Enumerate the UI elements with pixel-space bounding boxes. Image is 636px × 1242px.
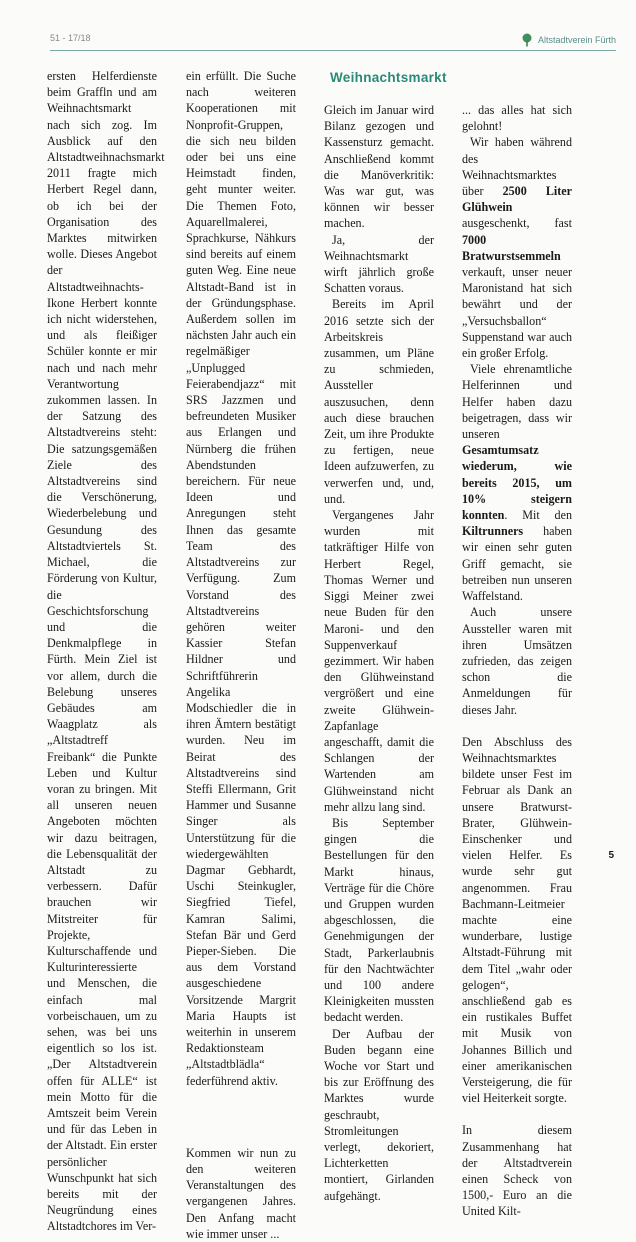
highlight-bratwurst: 7000 Bratwurstsemmeln — [462, 232, 561, 263]
text-run: ausgeschenkt, fast — [462, 216, 572, 231]
paragraph: ersten Helferdienste beim Graffln und am Weihnachtsmarkt nach sich zog. Im Ausblick auf den Altstadtweihnachsmarkt 2011 fragte mich Herbert Regel dann, ob ich bei der Organisation des Marktes mitwirken wolle. Dieses Angebot der Altstadtweihnachts-Ikone Herbert konnte ich nicht widerstehen, und als fleißiger Schüler konnte er mir nach und nach mehr Verantwortung zukommen lassen. In der Satzung des Altstadtvereins steht: Die satzungsgemäßen Ziele des Altstadtvereins sind die Verschönerung, Wiederbelebung und Gesundung des Altstadtviertels St. Michael, die Förderung von Kultur, die Geschichtsforschung und die Denkmalpflege in Fürth. Mein Ziel ist vor allem, durch die Belebung unseres Gebäudes am Waagplatz als „Altstadtreff Freibank“ die Punkte Leben und Kultur voran zu bringen. Mit all unseren neuen Angeboten möchten wir dazu beitragen, die Lebensqualität der Altstadt zu verbessern. Dafür brauchen wir Mitstreiter für Projekte, Kulturschaffende und Kulturinteressierte und Menschen, die einfach mal vorbeischauen, um zu sehen, was bei uns eigentlich so los ist. „Der Altstadtverein offen für ALLE“ ist mein Motto für die Amtszeit beim Verein und für das Leben in der Altstadt. Ein erster persönlicher Wunschpunkt hat sich bereits mit der Neugründung eines Altstadtchores im Ver- — [47, 69, 165, 1234]
article-column-3 — [324, 102, 434, 1204]
paragraph: Auch unsere Aussteller waren mit ihren Umsätzen zufrieden, das zeigen schon die Anmeldungen für dieses Jahr. — [462, 605, 572, 717]
highlight-umsatz: Gesamtumsatz wiederum, wie bereits 2015, um 10% steigern konnten — [462, 443, 572, 523]
article-column-2 — [186, 68, 296, 1242]
issue-number: 51 - 17/18 — [50, 33, 91, 43]
brand-name: Altstadtverein Fürth — [537, 35, 616, 45]
text-run: . Mit den — [504, 508, 572, 523]
paragraph: Den Abschluss des Weihnachtsmarktes bildete unser Fest im Februar als Dank an unsere Bratwurst-Brater, Glühwein-Einschenker und vielen Helfer. Es wurde sehr gut angenommen. Frau Bachmann-Leitmeier machte eine wunderbare, lustige Altstadt-Führung mit dem Titel „wahr oder gelogen“, anschließend gab es ein rustikales Buffet mit Musik von Johannes Billich und einer amerikanischen Versteigerung, die für viel Heiterkeit sorgte. — [462, 734, 572, 1106]
paragraph — [462, 134, 572, 361]
highlight-kiltrunners: Kiltrunners — [462, 524, 524, 539]
paragraph: ein erfüllt. Die Suche nach weiteren Kooperationen mit Nonprofit-Gruppen, die sich neu bilden oder bei uns eine Heimstadt finden, geht munter weiter. Die Themen Foto, Aquarellmalerei, Sprachkurse, Nähkurs sind bereits auf einem guten Weg. Eine neue Altstadt-Band ist in der Gründungsphase. Außerdem sollen im nächsten Jahr auch ein regelmäßiger „Unplugged Feierabendjazz“ mit SRS Jazzmen und befreundeten Musiker aus Erlangen und Nürnberg die frühen Abendstunden bereichern. Für neue Ideen und Anregungen steht Ihnen das gesamte Team des Altstadtvereins zur Verfügung. Zum Vorstand des Altstadtvereins gehören weiter Kassier Stefan Hildner und Schriftführerin Angelika Modschiedler die in ihren Ämtern bestätigt wurden. Neu im Beirat des Altstadtvereins sind Steffi Ellermann, Grit Hammer und Susanne Singer als Unterstützung für die wiedergewählten Dagmar Gebhardt, Uschi Steinkugler, Siegfried Tiefel, Kamran Salimi, Stefan Bär und Gerd Pieper-Sieben. Die aus dem Vorstand ausgeschiedene Vorsitzende Margrit Maria Haupts ist weiterhin in unserem Redaktionsteam „Altstadtblädla“ federführend aktiv. — [186, 69, 296, 1088]
paragraph: Ja, der Weihnachtsmarkt wirft jährlich große Schatten voraus. — [324, 232, 434, 296]
text-run: haben wir einen sehr guten Griff gemacht, sie betreiben nun unseren Waffelstand. — [462, 524, 572, 604]
paragraph: Gleich im Januar wird Bilanz gezogen und Kassensturz gemacht. Anschließend kommt die Manöverkritik: Was war gut, was können wir besser machen. — [324, 103, 434, 231]
tree-icon — [521, 33, 533, 47]
paragraph: Kommen wir nun zu den weiteren Veranstaltungen des vergangenen Jahres. Den Anfang macht wie immer unser ... — [186, 1145, 296, 1241]
section-title: Weihnachtsmarkt — [330, 70, 447, 85]
text-run: Wir haben während des Weihnachtsmarktes über — [462, 135, 572, 199]
page-number: 5 — [608, 850, 614, 861]
page-header — [50, 30, 616, 51]
header-brand — [521, 33, 616, 47]
text-run: Viele ehrenamtliche Helferinnen und Helfer haben dazu beigetragen, dass wir unseren — [462, 362, 572, 442]
article-column-4 — [462, 102, 572, 1220]
paragraph: In diesem Zusammenhang hat der Altstadtverein einen Scheck von 1500,- Euro an die United Kilt- — [462, 1123, 572, 1219]
paragraph — [462, 361, 572, 604]
paragraph: Vergangenes Jahr wurden mit tatkräftiger Hilfe von Herbert Regel, Thomas Werner und Siggi Meiner zwei neue Buden für den Maroni- und den Suppenverkauf gezimmert. Wir haben den Glühweinstand vergrößert und eine zweite Glühwein-Zapfanlage angeschafft, damit die Schlangen der Wartenden am Glühweinstand nicht mehr allzu lang sind. — [324, 508, 434, 814]
paragraph: Der Aufbau der Buden begann eine Woche vor Start und bis zur Eröffnung des Marktes wurde geschraubt, Stromleitungen verlegt, dekoriert, Lichterketten montiert, Girlanden aufgehängt. — [324, 1026, 434, 1203]
highlight-gluehwein: 2500 Liter Glühwein — [462, 184, 573, 215]
text-run: verkauft, unser neuer Maronistand hat sich bewährt und der „Versuchsballon“ Suppenstand war auch ein großer Erfolg. — [462, 265, 572, 361]
article-column-1 — [47, 68, 165, 1235]
paragraph: ... das alles hat sich gelohnt! — [462, 103, 572, 134]
paragraph: Bereits im April 2016 setzte sich der Arbeitskreis zusammen, um Pläne zu schmieden, Aussteller auszusuchen, denn auch diese brauchen Zeit, um ihre Produkte zu fertigen, neue Ideen aufzuwerfen, zu verwerfen und, und, und. — [324, 297, 434, 506]
paragraph: Bis September gingen die Bestellungen für den Markt hinaus, Verträge für die Chöre und Gruppen wurden abgeschlossen, die Genehmigungen der Stadt, Parkerlaubnis für den Nachtwächter und 100 andere Kleinigkeiten mussten bedacht werden. — [324, 815, 434, 1025]
